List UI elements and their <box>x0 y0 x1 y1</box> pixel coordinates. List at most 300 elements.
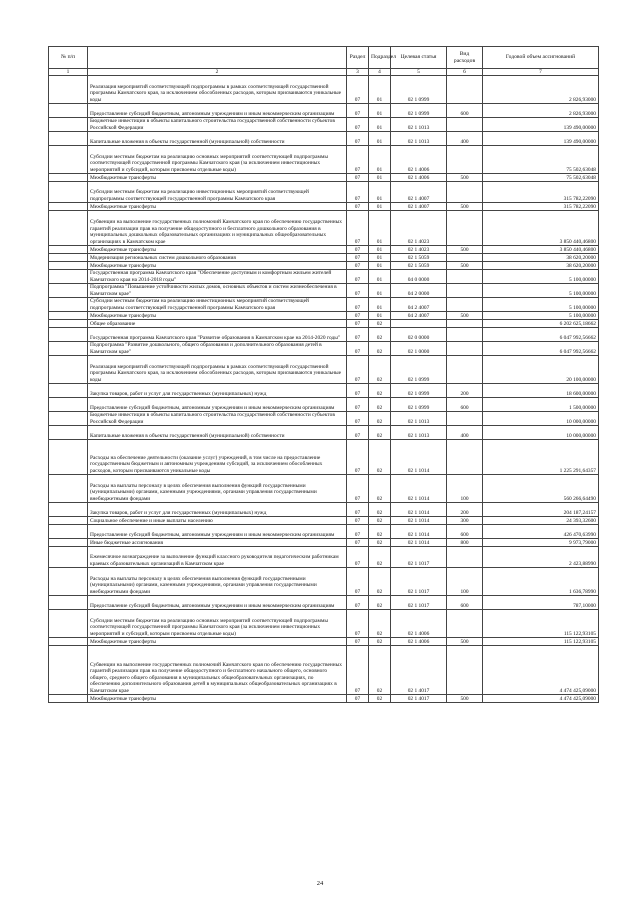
row-name: Субсидии местным бюджетам на реализацию инвестиционных мероприятий соответствующей подпрограммы соответствующей государственной программы Камчатского края <box>88 182 347 203</box>
table-row <box>49 342 599 356</box>
row-name: Закупка товаров, работ и услуг для государственных (муниципальных) нужд <box>88 503 347 517</box>
row-amt: 315 782,22090 <box>483 182 599 203</box>
row-vr <box>447 298 483 312</box>
table-row <box>49 298 599 312</box>
row-sec: 07 <box>347 146 369 174</box>
row-sec: 07 <box>347 298 369 312</box>
row-sub: 01 <box>369 182 391 203</box>
row-sec: 07 <box>347 182 369 203</box>
row-vr: 500 <box>447 638 483 646</box>
table-row <box>49 525 599 539</box>
row-name: Ежемесячное вознаграждение за выполнение функций классного руководителя педагогическим работникам краевых образовательных организаций в Камчатском крае <box>88 547 347 568</box>
table-row <box>49 539 599 547</box>
row-vr: 100 <box>447 475 483 503</box>
row-vr: 300 <box>447 517 483 525</box>
row-index <box>49 426 88 440</box>
row-sec: 07 <box>347 638 369 646</box>
row-vr <box>447 342 483 356</box>
row-tgt: 02 1 4017 <box>391 646 447 695</box>
row-sub: 02 <box>369 539 391 547</box>
row-vr <box>447 356 483 384</box>
row-tgt: 02 1 1017 <box>391 568 447 596</box>
row-vr: 200 <box>447 384 483 398</box>
row-tgt: 04 2 0000 <box>391 284 447 298</box>
row-vr: 500 <box>447 174 483 182</box>
row-sub: 02 <box>369 646 391 695</box>
row-index <box>49 547 88 568</box>
row-name: Капитальные вложения в объекты государственной (муниципальной) собственности <box>88 132 347 146</box>
row-vr: 500 <box>447 695 483 703</box>
row-vr: 500 <box>447 262 483 270</box>
row-sub: 02 <box>369 398 391 412</box>
row-name: Бюджетные инвестиции в объекты капитального строительства государственной собственности субъектов Российской Федерации <box>88 118 347 132</box>
row-sub: 02 <box>369 525 391 539</box>
row-tgt <box>391 320 447 328</box>
table-body <box>49 76 599 703</box>
row-index <box>49 568 88 596</box>
row-index <box>49 539 88 547</box>
row-sub: 02 <box>369 356 391 384</box>
row-vr <box>447 328 483 342</box>
row-sec: 07 <box>347 695 369 703</box>
row-tgt: 02 1 4006 <box>391 174 447 182</box>
row-vr <box>447 146 483 174</box>
column-number: 6 <box>447 69 483 76</box>
row-sec: 07 <box>347 270 369 284</box>
table-row <box>49 76 599 104</box>
row-name: Реализация мероприятий соответствующей подпрограммы в рамках соответствующей государственной программы Камчатского края, за исключением обособленных расходов, которым присваиваются уникальные коды <box>88 76 347 104</box>
row-sec: 07 <box>347 525 369 539</box>
row-sec: 07 <box>347 412 369 426</box>
row-index <box>49 76 88 104</box>
row-name: Подпрограмма "Повышение устойчивости жилых домов, основных объектов и систем жизнеобеспечения в Камчатском крае" <box>88 284 347 298</box>
row-sec: 07 <box>347 262 369 270</box>
row-name: Предоставление субсидий бюджетным, автономным учреждениям и иным некоммерческим организациям <box>88 525 347 539</box>
row-amt: 115 122,93105 <box>483 610 599 638</box>
row-vr <box>447 118 483 132</box>
column-numbers-row <box>49 69 599 76</box>
row-index <box>49 384 88 398</box>
row-sub: 01 <box>369 270 391 284</box>
row-sub: 02 <box>369 503 391 517</box>
row-tgt: 02 1 4006 <box>391 638 447 646</box>
row-name: Предоставление субсидий бюджетным, автономным учреждениям и иным некоммерческим организациям <box>88 104 347 118</box>
row-index <box>49 320 88 328</box>
row-amt: 1 225 291,64357 <box>483 440 599 475</box>
row-vr: 500 <box>447 246 483 254</box>
row-amt: 2 423,88990 <box>483 547 599 568</box>
row-sub: 01 <box>369 211 391 246</box>
table-row <box>49 356 599 384</box>
row-vr <box>447 547 483 568</box>
row-name: Иные бюджетные ассигнования <box>88 539 347 547</box>
row-tgt: 02 1 0999 <box>391 104 447 118</box>
row-sec: 07 <box>347 76 369 104</box>
row-name: Межбюджетные трансферты <box>88 262 347 270</box>
row-sub: 01 <box>369 104 391 118</box>
table-row <box>49 568 599 596</box>
row-tgt: 02 1 1017 <box>391 547 447 568</box>
budget-table <box>48 46 599 703</box>
row-sec: 07 <box>347 568 369 596</box>
table-row <box>49 132 599 146</box>
row-sub: 01 <box>369 246 391 254</box>
row-tgt: 02 1 1013 <box>391 412 447 426</box>
column-number: 4 <box>369 69 391 76</box>
table-header-row <box>49 47 599 69</box>
row-sub: 02 <box>369 517 391 525</box>
row-sub: 02 <box>369 547 391 568</box>
row-vr: 600 <box>447 104 483 118</box>
table-row <box>49 211 599 246</box>
row-vr: 400 <box>447 132 483 146</box>
row-index <box>49 298 88 312</box>
document-page <box>48 46 598 703</box>
row-sec: 07 <box>347 440 369 475</box>
row-amt: 139 490,00000 <box>483 132 599 146</box>
row-index <box>49 146 88 174</box>
row-name: Бюджетные инвестиции в объекты капитального строительства государственной собственности субъектов Российской Федерации <box>88 412 347 426</box>
row-tgt: 02 1 1014 <box>391 503 447 517</box>
row-name: Межбюджетные трансферты <box>88 312 347 320</box>
row-amt: 2 826,93000 <box>483 76 599 104</box>
row-sec: 07 <box>347 646 369 695</box>
row-sub: 02 <box>369 328 391 342</box>
row-amt: 18 600,00000 <box>483 384 599 398</box>
row-index <box>49 182 88 203</box>
row-tgt: 02 1 0999 <box>391 384 447 398</box>
column-number: 5 <box>391 69 447 76</box>
row-sub: 02 <box>369 426 391 440</box>
row-amt: 426 470,63990 <box>483 525 599 539</box>
row-sec: 07 <box>347 517 369 525</box>
row-index <box>49 203 88 211</box>
row-vr <box>447 610 483 638</box>
row-amt: 5 100,00000 <box>483 312 599 320</box>
table-row <box>49 118 599 132</box>
row-index <box>49 254 88 262</box>
row-index <box>49 270 88 284</box>
row-tgt: 04 2 4007 <box>391 312 447 320</box>
table-row <box>49 254 599 262</box>
row-vr <box>447 440 483 475</box>
row-index <box>49 312 88 320</box>
row-vr: 800 <box>447 539 483 547</box>
row-sec: 07 <box>347 104 369 118</box>
row-sec: 07 <box>347 174 369 182</box>
row-sec: 07 <box>347 539 369 547</box>
table-row <box>49 104 599 118</box>
row-index <box>49 412 88 426</box>
row-index <box>49 118 88 132</box>
row-vr <box>447 320 483 328</box>
table-row <box>49 440 599 475</box>
row-sub: 01 <box>369 203 391 211</box>
row-sub: 02 <box>369 610 391 638</box>
row-index <box>49 262 88 270</box>
row-amt: 5 100,00000 <box>483 284 599 298</box>
row-index <box>49 440 88 475</box>
header-amount: Годовой объем ассигнований <box>483 47 599 69</box>
row-name: Субсидии местным бюджетам на реализацию основных мероприятий соответствующей подпрограммы соответствующей государственной программы Камчатского края (за исключением инвестиционных мероприятий и субсидий, которым присвоены отдельные коды) <box>88 146 347 174</box>
row-amt: 3 850 440,46800 <box>483 211 599 246</box>
row-amt: 787,10000 <box>483 596 599 610</box>
row-sec: 07 <box>347 284 369 298</box>
row-index <box>49 646 88 695</box>
row-amt: 3 850 440,46800 <box>483 246 599 254</box>
table-row <box>49 426 599 440</box>
row-vr <box>447 646 483 695</box>
row-index <box>49 695 88 703</box>
row-tgt: 02 1 5059 <box>391 262 447 270</box>
row-sub: 02 <box>369 695 391 703</box>
row-sub: 02 <box>369 412 391 426</box>
row-sub: 01 <box>369 254 391 262</box>
row-index <box>49 132 88 146</box>
row-tgt: 02 0 0000 <box>391 328 447 342</box>
table-row <box>49 503 599 517</box>
row-name: Межбюджетные трансферты <box>88 203 347 211</box>
row-vr: 400 <box>447 426 483 440</box>
row-tgt: 02 1 0999 <box>391 356 447 384</box>
row-sec: 07 <box>347 320 369 328</box>
row-amt: 10 000,00000 <box>483 426 599 440</box>
row-vr <box>447 412 483 426</box>
row-name: Государственная программа Камчатского края "Развитие образования в Камчатском крае на 2014-2020 годы" <box>88 328 347 342</box>
row-amt: 115 122,93105 <box>483 638 599 646</box>
page-number: 24 <box>316 880 324 887</box>
row-tgt: 04 2 4007 <box>391 298 447 312</box>
row-sub: 01 <box>369 284 391 298</box>
row-name: Расходы на обеспечение деятельности (оказание услуг) учреждений, в том числе на предоставление государственным бюджетным и автономным учреждениям субсидий, за исключением обособленных расходов, которым присваиваются уникальные коды <box>88 440 347 475</box>
row-index <box>49 174 88 182</box>
row-sec: 07 <box>347 342 369 356</box>
row-name: Межбюджетные трансферты <box>88 174 347 182</box>
row-index <box>49 211 88 246</box>
row-name: Реализация мероприятий соответствующей подпрограммы в рамках соответствующей государственной программы Камчатского края, за исключением обособленных расходов, которым присваиваются уникальные коды <box>88 356 347 384</box>
row-sub: 02 <box>369 342 391 356</box>
row-name: Предоставление субсидий бюджетным, автономным учреждениям и иным некоммерческим организациям <box>88 398 347 412</box>
row-sub: 02 <box>369 475 391 503</box>
row-amt: 139 490,00000 <box>483 118 599 132</box>
table-row <box>49 146 599 174</box>
row-amt: 24 393,32600 <box>483 517 599 525</box>
row-tgt: 02 1 4006 <box>391 146 447 174</box>
row-sec: 07 <box>347 426 369 440</box>
row-name: Расходы на выплаты персоналу в целях обеспечения выполнения функций государственными (муниципальными) органами, казенными учреждениями, органами управления государственными внебюджетными фондами <box>88 568 347 596</box>
row-sub: 01 <box>369 132 391 146</box>
table-row <box>49 638 599 646</box>
row-amt: 2 826,93000 <box>483 104 599 118</box>
column-number: 2 <box>88 69 347 76</box>
row-tgt: 02 1 4006 <box>391 610 447 638</box>
row-vr <box>447 254 483 262</box>
row-amt: 20 100,00000 <box>483 356 599 384</box>
row-amt: 10 000,00000 <box>483 412 599 426</box>
row-amt: 4 474 425,09000 <box>483 695 599 703</box>
row-name: Капитальные вложения в объекты государственной (муниципальной) собственности <box>88 426 347 440</box>
row-name: Государственная программа Камчатского края "Обеспечение доступным и комфортным жильем жителей Камчатского края на 2014-2018 годы" <box>88 270 347 284</box>
row-amt: 38 620,20000 <box>483 262 599 270</box>
row-tgt: 02 1 1014 <box>391 440 447 475</box>
row-index <box>49 517 88 525</box>
row-amt: 75 502,63048 <box>483 146 599 174</box>
row-tgt: 02 1 5059 <box>391 254 447 262</box>
row-sub: 02 <box>369 596 391 610</box>
row-vr: 600 <box>447 596 483 610</box>
row-tgt: 02 1 1017 <box>391 596 447 610</box>
row-name: Социальное обеспечение и иные выплаты населению <box>88 517 347 525</box>
header-num: № п/п <box>49 47 88 69</box>
row-sec: 07 <box>347 203 369 211</box>
row-sec: 07 <box>347 356 369 384</box>
table-row <box>49 475 599 503</box>
row-vr: 100 <box>447 568 483 596</box>
row-tgt: 02 1 4007 <box>391 182 447 203</box>
row-tgt: 02 1 0000 <box>391 342 447 356</box>
row-index <box>49 475 88 503</box>
row-sec: 07 <box>347 475 369 503</box>
row-amt: 5 100,00000 <box>483 298 599 312</box>
table-row <box>49 270 599 284</box>
row-sub: 01 <box>369 298 391 312</box>
header-section: Раздел <box>347 47 369 69</box>
row-sub: 01 <box>369 262 391 270</box>
row-sub: 01 <box>369 174 391 182</box>
table-row <box>49 610 599 638</box>
table-row <box>49 412 599 426</box>
row-index <box>49 398 88 412</box>
row-vr <box>447 270 483 284</box>
table-row <box>49 262 599 270</box>
row-name: Подпрограмма "Развитие дошкольного, общего образования и дополнительного образования детей в Камчатском крае" <box>88 342 347 356</box>
row-sec: 07 <box>347 503 369 517</box>
row-sec: 07 <box>347 596 369 610</box>
row-sec: 07 <box>347 398 369 412</box>
table-row <box>49 547 599 568</box>
row-tgt: 02 1 4023 <box>391 211 447 246</box>
table-row <box>49 646 599 695</box>
row-sec: 07 <box>347 610 369 638</box>
row-amt: 1 500,00000 <box>483 398 599 412</box>
row-sub: 01 <box>369 146 391 174</box>
row-amt: 560 266,64490 <box>483 475 599 503</box>
row-index <box>49 525 88 539</box>
row-index <box>49 328 88 342</box>
row-sub: 01 <box>369 76 391 104</box>
row-amt: 6 202 625,18662 <box>483 320 599 328</box>
header-expense: Вид расходов <box>447 47 483 69</box>
header-target: Целевая статья <box>391 47 447 69</box>
header-subsection: Подраздел <box>369 47 391 69</box>
row-index <box>49 596 88 610</box>
row-sub: 02 <box>369 568 391 596</box>
row-tgt: 02 1 0999 <box>391 76 447 104</box>
row-sec: 07 <box>347 246 369 254</box>
table-row <box>49 312 599 320</box>
table-row <box>49 284 599 298</box>
header-name <box>88 47 347 69</box>
row-vr <box>447 182 483 203</box>
row-vr: 600 <box>447 525 483 539</box>
table-row <box>49 246 599 254</box>
row-tgt: 02 1 1014 <box>391 517 447 525</box>
column-number: 7 <box>483 69 599 76</box>
column-number: 1 <box>49 69 88 76</box>
row-tgt: 02 1 4007 <box>391 203 447 211</box>
row-sec: 07 <box>347 312 369 320</box>
table-row <box>49 695 599 703</box>
row-tgt: 04 0 0000 <box>391 270 447 284</box>
row-name: Общее образование <box>88 320 347 328</box>
row-tgt: 02 1 1013 <box>391 118 447 132</box>
row-index <box>49 503 88 517</box>
row-amt: 5 100,00000 <box>483 270 599 284</box>
table-row <box>49 517 599 525</box>
row-sec: 07 <box>347 211 369 246</box>
row-name: Предоставление субсидий бюджетным, автономным учреждениям и иным некоммерческим организациям <box>88 596 347 610</box>
row-name: Модернизация региональных систем дошкольного образования <box>88 254 347 262</box>
row-index <box>49 284 88 298</box>
table-row <box>49 328 599 342</box>
row-sub: 01 <box>369 312 391 320</box>
row-name: Закупка товаров, работ и услуг для государственных (муниципальных) нужд <box>88 384 347 398</box>
row-vr <box>447 211 483 246</box>
row-tgt: 02 1 4017 <box>391 695 447 703</box>
row-name: Субвенции на выполнение государственных полномочий Камчатского края по обеспечению государственных гарантий реализации прав на получение общедоступного и бесплатного начального общего, основного общего, среднего общего образования в муниципальных общеобразовательных организациях, по обеспечению дополнительного образования детей в муниципальных общеобразовательных организациях в Камчатском крае <box>88 646 347 695</box>
table-row <box>49 398 599 412</box>
row-index <box>49 610 88 638</box>
row-amt: 75 502,63048 <box>483 174 599 182</box>
row-name: Субвенции на выполнение государственных полномочий Камчатского края по обеспечению государственных гарантий реализации прав на получение общедоступного и бесплатного дошкольного образования в муниципальных дошкольных образовательных организациях и муниципальных общеобразовательных организациях в Камчатском крае <box>88 211 347 246</box>
row-vr: 500 <box>447 203 483 211</box>
row-name: Межбюджетные трансферты <box>88 246 347 254</box>
row-index <box>49 342 88 356</box>
row-tgt: 02 1 1013 <box>391 132 447 146</box>
row-sec: 07 <box>347 118 369 132</box>
row-amt: 315 782,22090 <box>483 203 599 211</box>
table-row <box>49 384 599 398</box>
row-tgt: 02 1 1014 <box>391 525 447 539</box>
table-row <box>49 182 599 203</box>
row-index <box>49 246 88 254</box>
table-row <box>49 596 599 610</box>
row-name: Субсидии местным бюджетам на реализацию инвестиционных мероприятий соответствующей подпрограммы соответствующей государственной программы Камчатского края <box>88 298 347 312</box>
row-vr <box>447 284 483 298</box>
row-tgt: 02 1 1013 <box>391 426 447 440</box>
row-sec: 07 <box>347 547 369 568</box>
row-amt: 6 047 992,56662 <box>483 342 599 356</box>
row-vr: 200 <box>447 503 483 517</box>
row-amt: 204 187,24157 <box>483 503 599 517</box>
column-number: 3 <box>347 69 369 76</box>
row-sub: 02 <box>369 320 391 328</box>
row-sub: 02 <box>369 638 391 646</box>
row-vr: 500 <box>447 312 483 320</box>
row-sub: 02 <box>369 440 391 475</box>
row-index <box>49 356 88 384</box>
table-row <box>49 203 599 211</box>
row-tgt: 02 1 1014 <box>391 475 447 503</box>
row-name: Субсидии местным бюджетам на реализацию основных мероприятий соответствующей подпрограммы соответствующей государственной программы Камчатского края (за исключением инвестиционных мероприятий и субсидий, которым присвоены отдельные коды) <box>88 610 347 638</box>
row-amt: 38 620,20000 <box>483 254 599 262</box>
row-vr: 600 <box>447 398 483 412</box>
row-name: Межбюджетные трансферты <box>88 638 347 646</box>
row-sec: 07 <box>347 384 369 398</box>
row-amt: 6 047 992,56662 <box>483 328 599 342</box>
row-tgt: 02 1 4023 <box>391 246 447 254</box>
row-amt: 4 474 425,09000 <box>483 646 599 695</box>
